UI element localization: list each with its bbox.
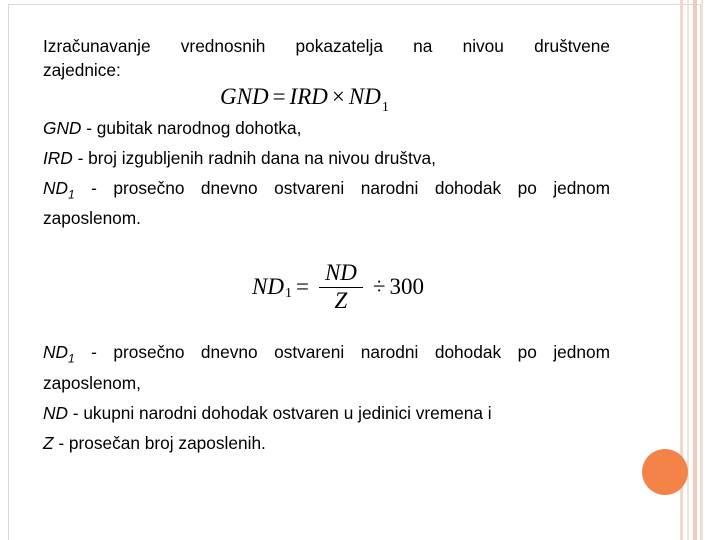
def-nd1-cont: zaposlenom. — [43, 208, 141, 229]
def-ird — [43, 146, 610, 170]
stripe — [701, 0, 703, 540]
fraction-denominator: Z — [334, 288, 348, 313]
formula-term: ND — [348, 84, 381, 109]
def-symbol-sub: 1 — [67, 187, 75, 202]
formula-subscript: 1 — [284, 286, 292, 301]
division-sign: ÷ — [372, 274, 386, 299]
intro-line-2: zajednice: — [43, 60, 121, 80]
intro-line-1: Izračunavanje vrednosnih pokazatelja na nivou društvene — [43, 36, 610, 56]
formula-constant: 300 — [389, 274, 425, 299]
equals-sign: = — [295, 274, 309, 299]
fraction-numerator: ND — [319, 260, 363, 288]
formula-gnd — [220, 84, 389, 115]
fraction — [319, 260, 363, 314]
def2-nd1-cont: zaposlenom, — [43, 372, 141, 393]
formula-subscript: 1 — [381, 100, 389, 115]
equals-sign: = — [272, 84, 286, 109]
def-text: - prosečno dnevno ostvareni narodni dohodak po jednom — [74, 178, 610, 198]
def-gnd — [43, 116, 610, 140]
stripe — [687, 0, 689, 540]
def-symbol: IRD — [43, 148, 73, 168]
stripe — [693, 0, 697, 540]
def-nd1 — [43, 176, 610, 206]
def-text: - prosečno dnevno ostvareni narodni dohodak po jednom — [74, 342, 610, 363]
def-symbol: ND — [43, 178, 68, 198]
def2-nd1 — [43, 340, 610, 370]
def2-z — [43, 431, 610, 455]
def-symbol-sub: 1 — [67, 351, 75, 366]
formula-lhs: GND — [220, 84, 269, 109]
times-sign: × — [331, 84, 345, 109]
formula-term: IRD — [289, 84, 328, 109]
def2-nd — [43, 401, 610, 425]
def-text: - prosečan broj zaposlenih. — [53, 432, 266, 453]
formula-nd — [252, 260, 424, 314]
def-text: - ukupni narodni dohodak ostvaren u jedinici vremena i — [67, 402, 492, 423]
decorative-circle — [642, 449, 688, 495]
def-text: - gubitak narodnog dohotka, — [81, 118, 302, 138]
def-symbol: GND — [43, 118, 82, 138]
formula-lhs: ND — [252, 274, 284, 299]
def-symbol: Z — [43, 432, 54, 453]
def-text: - broj izgubljenih radnih dana na nivou društva, — [72, 148, 436, 168]
def-symbol: ND — [43, 402, 68, 423]
def-symbol: ND — [43, 342, 68, 363]
